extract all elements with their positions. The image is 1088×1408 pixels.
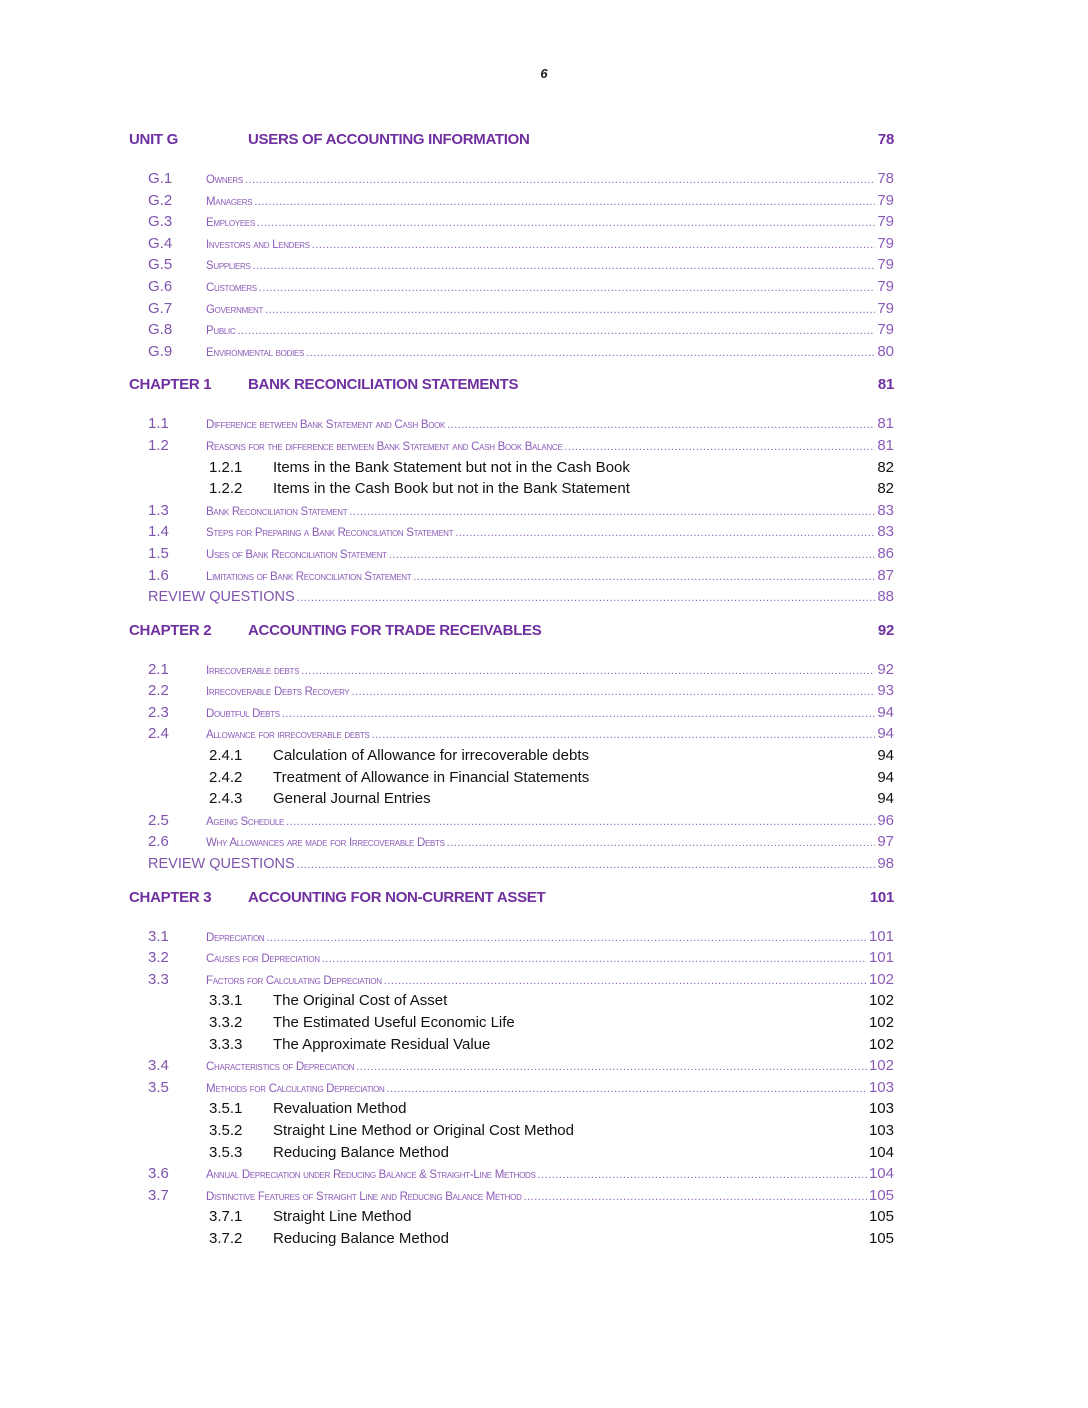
entry-page-number: 94 — [877, 725, 894, 743]
toc-review-questions[interactable] — [129, 853, 894, 875]
subentry-title: Items in the Cash Book but not in the Bank Statement — [273, 480, 630, 498]
toc-entry[interactable] — [129, 319, 894, 341]
toc-section-heading[interactable] — [129, 622, 894, 644]
entry-title: Investors and Lenders — [206, 238, 310, 251]
toc-entry[interactable] — [129, 659, 894, 681]
entry-number: 3.6 — [148, 1165, 169, 1183]
toc-entry[interactable] — [129, 435, 894, 457]
entry-page-number: 79 — [877, 277, 894, 295]
section-title: USERS OF ACCOUNTING INFORMATION — [248, 131, 530, 148]
toc-entry[interactable] — [129, 702, 894, 724]
entry-title: Employees — [206, 217, 255, 230]
subentry-title: Treatment of Allowance in Financial Statements — [273, 768, 590, 786]
subentry-number: 3.7.1 — [209, 1208, 243, 1226]
toc-section-heading[interactable] — [129, 131, 894, 153]
section-page-number: 101 — [869, 888, 894, 906]
subentry-number: 1.2.1 — [209, 458, 243, 476]
toc-entry[interactable] — [129, 298, 894, 320]
entry-page-number: 92 — [877, 660, 894, 678]
entry-title: Difference between Bank Statement and Cash Book — [206, 419, 446, 432]
section-title: ACCOUNTING FOR NON-CURRENT ASSET — [248, 888, 546, 906]
entry-title: Characteristics of Depreciation — [206, 1061, 355, 1074]
entry-title: Annual Depreciation under Reducing Balance & Straight-Line Methods — [206, 1169, 536, 1182]
entry-page-number: 79 — [877, 234, 894, 252]
subentry-title: Reducing Balance Method — [273, 1229, 449, 1247]
subentry-title: Revaluation Method — [273, 1100, 407, 1118]
entry-title: Uses of Bank Reconciliation Statement — [206, 548, 387, 561]
subentry-page-number: 103 — [868, 1100, 894, 1118]
entry-title: Limitations of Bank Reconciliation Statement — [206, 570, 412, 583]
entry-page-number: 83 — [877, 501, 894, 519]
toc-subentry[interactable] — [129, 1098, 894, 1120]
subentry-page-number: 82 — [877, 480, 894, 498]
toc-entry[interactable] — [129, 1055, 894, 1077]
dot-leader — [259, 278, 876, 300]
entry-number: 1.2 — [148, 436, 169, 454]
entry-number: 3.1 — [148, 927, 169, 945]
dot-leader — [386, 1079, 866, 1101]
toc-subentry[interactable] — [129, 1142, 894, 1164]
entry-title: Public — [206, 325, 236, 338]
subentry-page-number: 104 — [868, 1143, 894, 1161]
dot-leader — [356, 1057, 867, 1079]
entry-number: 2.6 — [148, 833, 169, 851]
entry-number: 3.4 — [148, 1057, 169, 1075]
entry-page-number: 105 — [868, 1186, 894, 1204]
entry-title: Methods for Calculating Depreciation — [206, 1082, 385, 1095]
entry-number: G.7 — [148, 299, 173, 317]
entry-page-number: 103 — [868, 1078, 894, 1096]
section-page-number: 92 — [877, 621, 894, 639]
entry-title: Allowance for irrecoverable debts — [206, 729, 370, 742]
entry-number: G.5 — [148, 256, 173, 274]
subentry-page-number: 105 — [868, 1208, 894, 1226]
subentry-number: 3.7.2 — [209, 1229, 243, 1247]
toc-entry[interactable] — [129, 831, 894, 853]
entry-title: Steps for Preparing a Bank Reconciliation Statement — [206, 527, 454, 540]
section-label: CHAPTER 3 — [129, 888, 212, 906]
toc-entry[interactable] — [129, 810, 894, 832]
entry-number: 2.3 — [148, 703, 169, 721]
entry-title: Government — [206, 303, 264, 316]
subentry-number: 3.5.3 — [209, 1143, 243, 1161]
dot-leader — [301, 661, 875, 683]
toc-section-entries — [129, 168, 894, 362]
entry-title: Suppliers — [206, 260, 251, 273]
review-questions-title: REVIEW QUESTIONS — [148, 856, 295, 873]
toc-section-entries — [129, 659, 894, 875]
subentry-title: Reducing Balance Method — [273, 1143, 449, 1161]
dot-leader — [254, 192, 875, 214]
entry-number: 1.5 — [148, 544, 169, 562]
subentry-title: The Estimated Useful Economic Life — [273, 1014, 515, 1031]
subentry-page-number: 103 — [868, 1121, 894, 1139]
section-title: ACCOUNTING FOR TRADE RECEIVABLES — [248, 621, 542, 639]
toc-entry[interactable] — [129, 1163, 894, 1185]
dot-leader — [253, 256, 876, 278]
entry-number: G.3 — [148, 213, 173, 231]
toc-subentry[interactable] — [129, 478, 894, 500]
entry-number: 3.3 — [148, 970, 169, 988]
toc-section-entries — [129, 413, 894, 607]
dot-leader — [524, 1187, 867, 1209]
toc-subentry[interactable] — [129, 1228, 894, 1250]
subentry-number: 2.4.1 — [209, 747, 243, 765]
dot-leader — [286, 812, 875, 834]
entry-title: Environmental bodies — [206, 346, 305, 359]
dot-leader — [237, 321, 875, 343]
subentry-page-number: 94 — [877, 747, 894, 765]
entry-number: 2.5 — [148, 811, 169, 829]
dot-leader — [322, 949, 867, 971]
entry-title: Bank Reconciliation Statement — [206, 505, 348, 518]
entry-page-number: 79 — [877, 191, 894, 209]
entry-number: G.1 — [148, 170, 173, 187]
entry-number: 1.3 — [148, 501, 169, 519]
subentry-title: Straight Line Method — [273, 1208, 412, 1226]
entry-page-number: 79 — [877, 321, 894, 339]
entry-title: Customers — [206, 281, 257, 294]
subentry-number: 3.3.2 — [209, 1014, 243, 1031]
entry-title: Doubtful Debts — [206, 707, 280, 720]
entry-title: Managers — [206, 195, 253, 208]
toc-subentry[interactable] — [129, 1012, 894, 1034]
entry-title: Irrecoverable Debts Recovery — [206, 686, 350, 699]
review-questions-page-number: 88 — [877, 588, 894, 606]
dot-leader — [266, 928, 867, 950]
dot-leader — [297, 855, 876, 877]
entry-number: 2.4 — [148, 725, 169, 743]
section-title: BANK RECONCILIATION STATEMENTS — [248, 376, 519, 394]
subentry-number: 2.4.3 — [209, 790, 243, 808]
subentry-number: 3.5.2 — [209, 1121, 243, 1139]
review-questions-page-number: 98 — [877, 855, 894, 873]
subentry-title: The Original Cost of Asset — [273, 992, 448, 1010]
toc-entry[interactable] — [129, 190, 894, 212]
subentry-title: General Journal Entries — [273, 790, 431, 808]
entry-page-number: 96 — [877, 811, 894, 829]
toc-subentry[interactable] — [129, 767, 894, 789]
dot-leader — [384, 971, 867, 993]
toc-subentry[interactable] — [129, 990, 894, 1012]
toc-section-heading[interactable] — [129, 889, 894, 911]
section-label: CHAPTER 1 — [129, 376, 212, 394]
subentry-title: The Approximate Residual Value — [273, 1035, 491, 1053]
dot-leader — [564, 437, 875, 459]
dot-leader — [372, 725, 876, 747]
entry-page-number: 81 — [877, 436, 894, 454]
entry-number: 3.7 — [148, 1186, 169, 1204]
subentry-title: Straight Line Method or Original Cost Method — [273, 1121, 574, 1139]
toc-entry[interactable] — [129, 723, 894, 745]
entry-number: 3.2 — [148, 949, 169, 967]
entry-title: Ageing Schedule — [206, 815, 285, 828]
page-number: 6 — [540, 66, 548, 81]
dot-leader — [312, 235, 876, 257]
toc-subentry[interactable] — [129, 1206, 894, 1228]
dot-leader — [455, 523, 875, 545]
entry-title: Irrecoverable debts — [206, 664, 300, 677]
subentry-page-number: 82 — [877, 458, 894, 476]
entry-number: 3.5 — [148, 1078, 169, 1096]
entry-page-number: 94 — [877, 703, 894, 721]
dot-leader — [447, 833, 876, 855]
subentry-page-number: 94 — [877, 790, 894, 808]
entry-title: Depreciation — [206, 931, 265, 944]
toc-entry[interactable] — [129, 947, 894, 969]
section-page-number: 81 — [877, 376, 894, 394]
toc-subentry[interactable] — [129, 745, 894, 767]
subentry-number: 3.5.1 — [209, 1100, 243, 1118]
toc-subentry[interactable] — [129, 788, 894, 810]
toc-entry[interactable] — [129, 1077, 894, 1099]
section-page-number: 78 — [877, 131, 894, 148]
toc-entry[interactable] — [129, 276, 894, 298]
entry-number: G.6 — [148, 277, 173, 295]
toc-subentry[interactable] — [129, 1034, 894, 1056]
toc-subentry[interactable] — [129, 457, 894, 479]
entry-number: 2.2 — [148, 682, 169, 700]
subentry-page-number: 94 — [877, 768, 894, 786]
entry-number: 2.1 — [148, 660, 169, 678]
subentry-page-number: 102 — [868, 1014, 894, 1031]
entry-page-number: 104 — [868, 1165, 894, 1183]
dot-leader — [447, 415, 875, 437]
entry-number: G.8 — [148, 321, 173, 339]
entry-page-number: 102 — [868, 1057, 894, 1075]
toc-entry[interactable] — [129, 168, 894, 190]
subentry-number: 1.2.2 — [209, 480, 243, 498]
dot-leader — [282, 704, 875, 726]
dot-leader — [297, 588, 876, 610]
subentry-number: 3.3.3 — [209, 1035, 243, 1053]
entry-page-number: 87 — [877, 566, 894, 584]
dot-leader — [245, 170, 875, 192]
dot-leader — [351, 682, 875, 704]
entry-page-number: 86 — [877, 544, 894, 562]
entry-title: Factors for Calculating Depreciation — [206, 974, 382, 987]
toc-entry[interactable] — [129, 211, 894, 233]
entry-page-number: 101 — [868, 949, 894, 967]
toc-entry[interactable] — [129, 1185, 894, 1207]
toc-entry[interactable] — [129, 565, 894, 587]
entry-page-number: 97 — [877, 833, 894, 851]
toc-entry[interactable] — [129, 254, 894, 276]
toc-entry[interactable] — [129, 521, 894, 543]
entry-number: 1.6 — [148, 566, 169, 584]
dot-leader — [349, 502, 875, 524]
entry-number: G.2 — [148, 191, 173, 209]
dot-leader — [306, 343, 875, 365]
dot-leader — [538, 1165, 867, 1187]
entry-page-number: 102 — [868, 970, 894, 988]
entry-title: Causes for Depreciation — [206, 953, 320, 966]
entry-page-number: 83 — [877, 523, 894, 541]
entry-page-number: 80 — [877, 342, 894, 360]
toc-subentry[interactable] — [129, 1120, 894, 1142]
toc-entry[interactable] — [129, 680, 894, 702]
toc-entry[interactable] — [129, 500, 894, 522]
entry-number: G.4 — [148, 234, 173, 252]
table-of-contents — [129, 131, 894, 1264]
section-label: UNIT G — [129, 131, 179, 148]
entry-number: 1.1 — [148, 415, 169, 433]
subentry-page-number: 102 — [868, 992, 894, 1010]
toc-entry[interactable] — [129, 233, 894, 255]
entry-title: Reasons for the difference between Bank Statement and Cash Book Balance — [206, 440, 563, 453]
entry-page-number: 101 — [868, 927, 894, 945]
toc-entry[interactable] — [129, 341, 894, 363]
toc-entry[interactable] — [129, 926, 894, 948]
subentry-page-number: 102 — [868, 1035, 894, 1053]
subentry-title: Calculation of Allowance for irrecoverable debts — [273, 747, 590, 765]
entry-page-number: 78 — [877, 170, 894, 187]
review-questions-title: REVIEW QUESTIONS — [148, 589, 295, 606]
subentry-number: 2.4.2 — [209, 768, 243, 786]
toc-review-questions[interactable] — [129, 586, 894, 608]
dot-leader — [265, 300, 875, 322]
toc-section-heading[interactable] — [129, 376, 894, 398]
entry-number: 1.4 — [148, 523, 169, 541]
entry-number: G.9 — [148, 342, 173, 360]
entry-page-number: 93 — [877, 682, 894, 700]
subentry-title: Items in the Bank Statement but not in the Cash Book — [273, 458, 630, 476]
dot-leader — [389, 545, 876, 567]
entry-title: Owners — [206, 174, 243, 186]
entry-title: Why Allowances are made for Irrecoverable Debts — [206, 837, 445, 850]
toc-entry[interactable] — [129, 969, 894, 991]
entry-page-number: 79 — [877, 299, 894, 317]
toc-section-entries — [129, 926, 894, 1250]
subentry-page-number: 105 — [868, 1229, 894, 1247]
entry-page-number: 81 — [877, 415, 894, 433]
entry-page-number: 79 — [877, 256, 894, 274]
entry-page-number: 79 — [877, 213, 894, 231]
toc-entry[interactable] — [129, 543, 894, 565]
dot-leader — [413, 567, 875, 589]
subentry-number: 3.3.1 — [209, 992, 243, 1010]
dot-leader — [257, 213, 875, 235]
toc-entry[interactable] — [129, 413, 894, 435]
section-label: CHAPTER 2 — [129, 621, 212, 639]
entry-title: Distinctive Features of Straight Line and Reducing Balance Method — [206, 1190, 522, 1203]
